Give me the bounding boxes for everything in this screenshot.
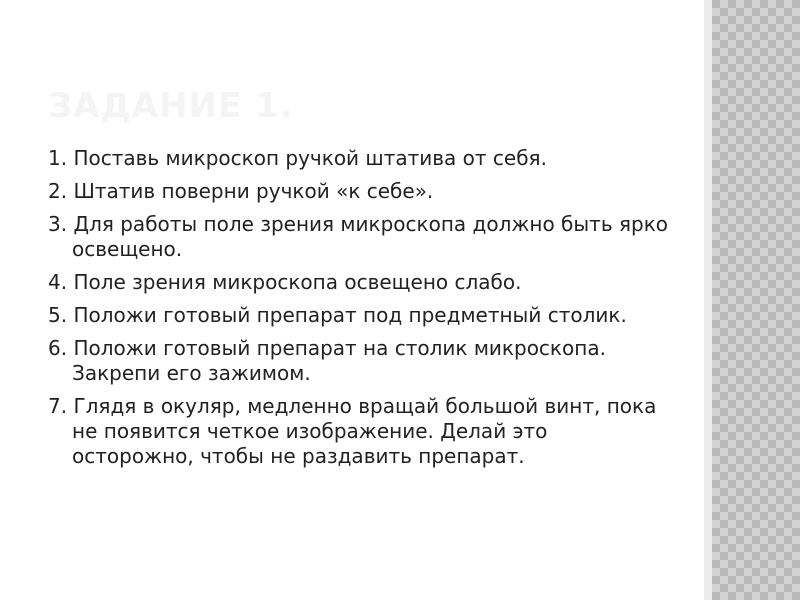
task-item-6: 6. Положи готовый препарат на столик микроскопа. Закрепи его зажимом. [48, 336, 606, 385]
decorative-side-panel [712, 0, 800, 600]
task-item-3: 3. Для работы поле зрения микроскопа должно быть ярко освещено. [48, 212, 669, 261]
task-item-1: 1. Поставь микроскоп ручкой штатива от себя. [48, 146, 547, 170]
side-panel-edge [704, 0, 712, 600]
task-item-4: 4. Поле зрения микроскопа освещено слабо. [48, 270, 522, 294]
task-item-2: 2. Штатив поверни ручкой «к себе». [48, 179, 434, 203]
task-item-5: 5. Положи готовый препарат под предметный столик. [48, 303, 627, 327]
task-list [48, 146, 668, 477]
slide-title: ЗАДАНИЕ 1. [48, 86, 294, 126]
task-item-7: 7. Глядя в окуляр, медленно вращай большой винт, пока не появится четкое изображение. Делай это осторожно, чтобы не раздавить препарат. [48, 394, 657, 468]
